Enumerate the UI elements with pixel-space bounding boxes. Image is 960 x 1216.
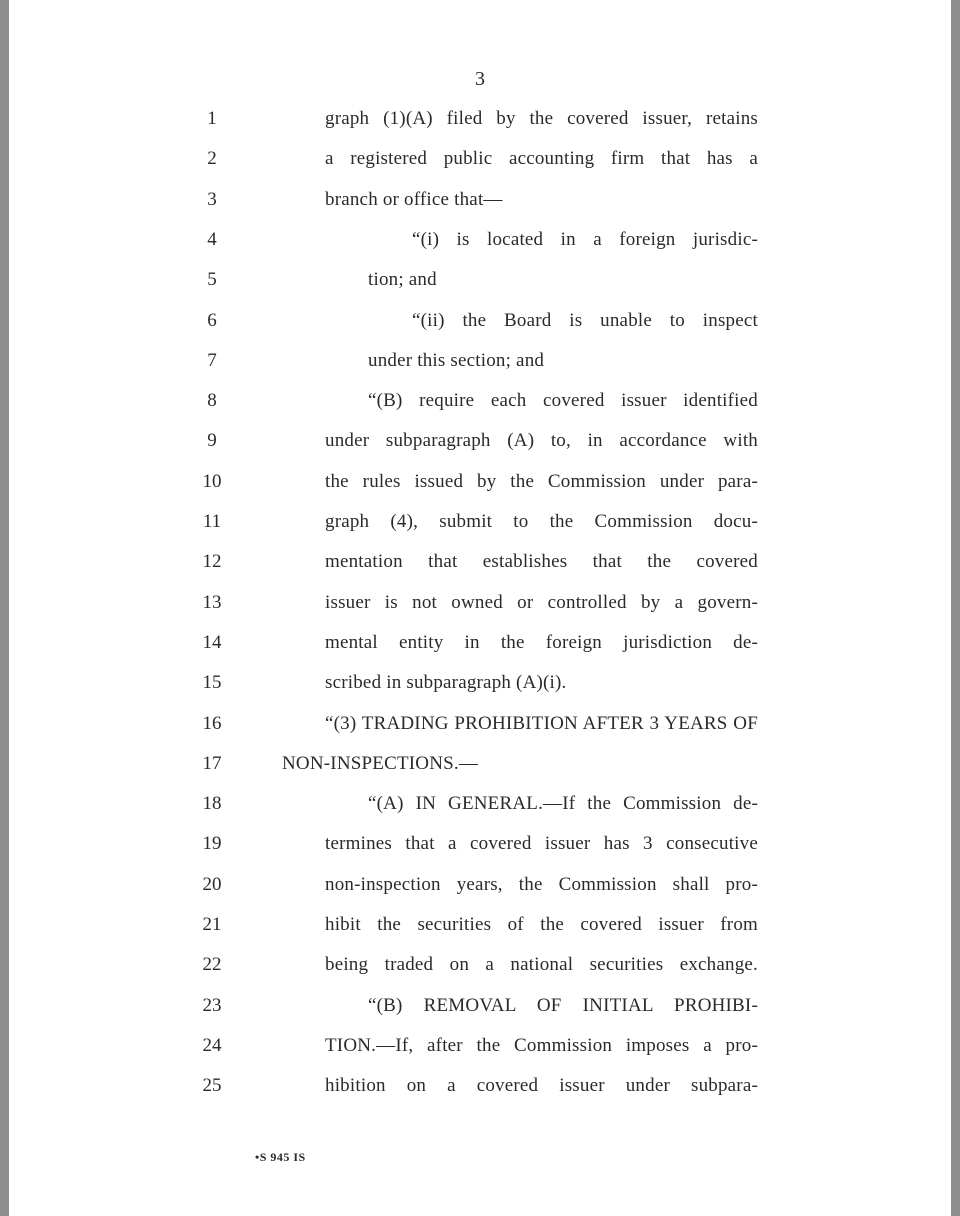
line-number: 19 <box>202 833 222 855</box>
text-line <box>0 502 960 542</box>
line-text: the rules issued by the Commission under para- <box>325 470 758 492</box>
line-number: 12 <box>202 551 222 573</box>
text-line <box>0 301 960 341</box>
line-text: NON-INSPECTIONS.— <box>282 752 479 774</box>
line-text: mentation that establishes that the covered <box>325 551 758 573</box>
line-text: “(A) IN GENERAL.—If the Commission de- <box>368 793 758 815</box>
line-number: 5 <box>207 269 217 291</box>
text-line <box>0 1066 960 1106</box>
line-number: 3 <box>207 188 217 210</box>
line-text: non-inspection years, the Commission shall pro- <box>325 873 758 895</box>
text-line <box>0 542 960 582</box>
text-line <box>0 704 960 744</box>
line-number: 15 <box>202 672 222 694</box>
text-line <box>0 381 960 421</box>
line-text: under this section; and <box>368 349 545 371</box>
line-number: 18 <box>202 793 222 815</box>
text-line <box>0 623 960 663</box>
line-number: 4 <box>207 228 217 250</box>
text-line <box>0 220 960 260</box>
text-line <box>0 986 960 1026</box>
text-line <box>0 139 960 179</box>
line-number: 6 <box>207 309 217 331</box>
text-line <box>0 180 960 220</box>
line-text: graph (1)(A) filed by the covered issuer, retains <box>325 108 758 129</box>
text-line <box>0 260 960 300</box>
line-number: 23 <box>202 994 222 1016</box>
line-number: 11 <box>202 511 222 532</box>
line-text: branch or office that— <box>325 188 503 210</box>
line-text: scribed in subparagraph (A)(i). <box>325 672 567 694</box>
line-number: 21 <box>202 914 222 935</box>
line-text: under subparagraph (A) to, in accordance with <box>325 430 758 452</box>
line-number: 1 <box>207 108 217 129</box>
text-line <box>0 1026 960 1066</box>
line-number: 13 <box>202 591 222 613</box>
text-line <box>0 824 960 864</box>
line-text: TION.—If, after the Commission imposes a pro- <box>325 1034 758 1056</box>
text-line <box>0 865 960 905</box>
line-number: 9 <box>207 430 217 452</box>
line-number: 10 <box>202 470 222 492</box>
text-line <box>0 421 960 461</box>
line-number: 17 <box>202 752 222 774</box>
text-line <box>0 99 960 139</box>
line-text: “(B) require each covered issuer identified <box>368 390 758 412</box>
line-number: 2 <box>207 148 217 170</box>
text-line <box>0 905 960 945</box>
text-line <box>0 462 960 502</box>
text-line <box>0 663 960 703</box>
text-line <box>0 341 960 381</box>
line-text: a registered public accounting firm that has a <box>325 148 758 170</box>
line-number: 16 <box>202 712 222 734</box>
line-text: mental entity in the foreign jurisdiction de- <box>325 631 758 653</box>
line-text: “(ii) the Board is unable to inspect <box>412 309 758 331</box>
line-text: being traded on a national securities exchange. <box>325 954 758 976</box>
line-text: termines that a covered issuer has 3 consecutive <box>325 833 758 855</box>
line-text: “(i) is located in a foreign jurisdic- <box>412 228 758 250</box>
line-number: 7 <box>207 349 217 371</box>
line-text: hibition on a covered issuer under subpara- <box>325 1075 758 1097</box>
line-text: “(3) TRADING PROHIBITION AFTER 3 YEARS OF <box>325 712 758 734</box>
line-number: 8 <box>207 390 217 412</box>
text-line <box>0 744 960 784</box>
line-text: issuer is not owned or controlled by a govern- <box>325 591 758 613</box>
line-text: graph (4), submit to the Commission docu- <box>325 511 758 532</box>
bill-identifier-footer: •S 945 IS <box>255 1150 306 1164</box>
page-number: 3 <box>475 68 485 90</box>
line-text: hibit the securities of the covered issuer from <box>325 914 758 935</box>
line-text: tion; and <box>368 269 437 291</box>
line-number: 20 <box>202 873 222 895</box>
line-number: 14 <box>202 631 222 653</box>
line-number: 24 <box>202 1034 222 1056</box>
text-line <box>0 583 960 623</box>
line-number: 22 <box>202 954 222 976</box>
line-text: “(B) REMOVAL OF INITIAL PROHIBI- <box>368 994 758 1016</box>
line-number: 25 <box>202 1075 222 1097</box>
text-line <box>0 784 960 824</box>
text-line <box>0 945 960 985</box>
